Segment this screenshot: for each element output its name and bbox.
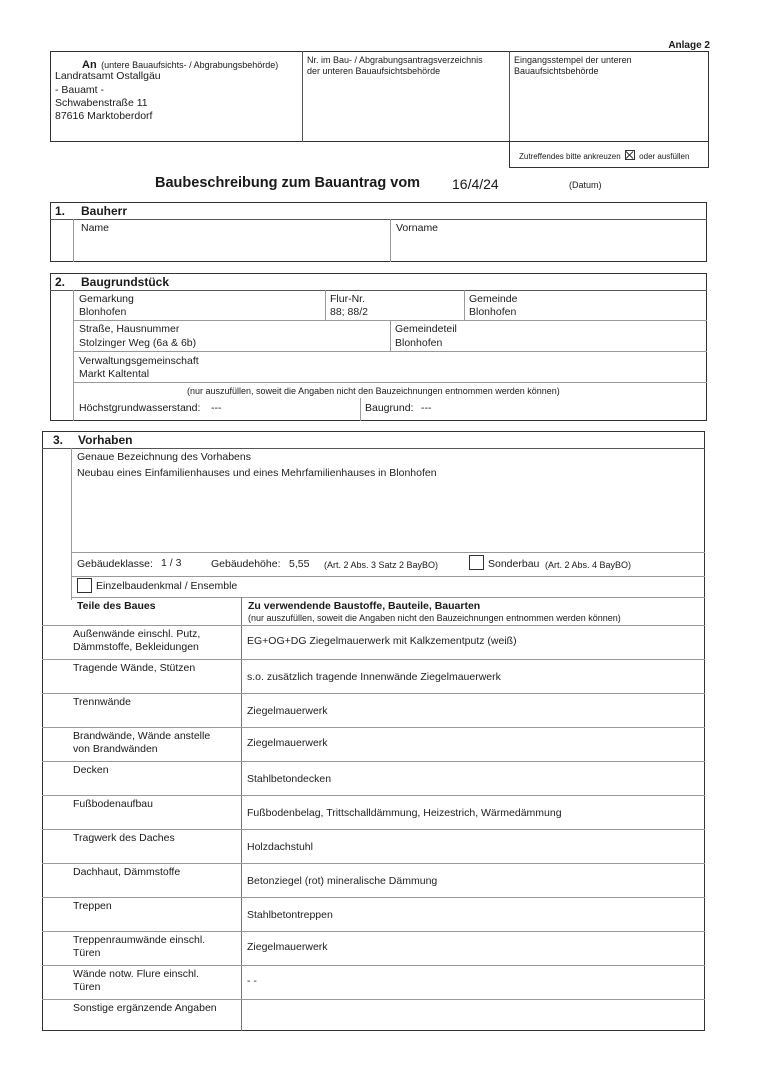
gemarkung-value[interactable]: Blonhofen: [79, 306, 127, 318]
section2-col-4: [360, 398, 361, 421]
table-row-value[interactable]: s.o. zusätzlich tragende Innenwände Ziegelmauerwerk: [247, 671, 501, 683]
table-row-part-label: Dämmstoffe, Bekleidungen: [73, 641, 199, 653]
table-row-part-label: Sonstige ergänzende Angaben: [73, 1002, 217, 1014]
hint-pre: Zutreffendes bitte ankreuzen: [519, 152, 621, 161]
section1-title: Bauherr: [81, 204, 128, 218]
table-row-value[interactable]: Betonziegel (rot) mineralische Dämmung: [247, 875, 438, 887]
vorhaben-desc-label: Genaue Bezeichnung des Vorhabens: [77, 451, 251, 463]
section3-line-einzel: [71, 597, 705, 598]
section1-header-line: [50, 219, 707, 220]
table-row-line: [42, 999, 705, 1000]
grundwasser-label: Höchstgrundwasserstand:: [79, 402, 201, 414]
flur-label: Flur-Nr.: [330, 293, 365, 305]
section3-margin-line: [71, 448, 72, 600]
checked-box-icon: [625, 150, 635, 160]
section2-col-1: [325, 290, 326, 320]
date-value[interactable]: 16/4/24: [452, 176, 499, 192]
vorhaben-desc-value[interactable]: Neubau eines Einfamilienhauses und eines Mehrfamilienhauses in Blonhofen: [77, 467, 437, 479]
section3-line-desc: [71, 552, 705, 553]
section1-divider: [390, 219, 391, 262]
registry-label-2: der unteren Bauaufsichtsbehörde: [307, 66, 441, 76]
table-row-value[interactable]: Ziegelmauerwerk: [247, 737, 328, 749]
section2-title: Baugrundstück: [81, 275, 170, 289]
table-row-part-label: Wände notw. Flure einschl.: [73, 968, 200, 980]
header-divider-1: [302, 51, 303, 142]
table-row-line: [42, 897, 705, 898]
table-row-line: [42, 931, 705, 932]
table-row-value[interactable]: Stahlbetondecken: [247, 773, 332, 785]
einzelbaudenkmal-checkbox[interactable]: [77, 578, 92, 593]
flur-value[interactable]: 88; 88/2: [330, 306, 368, 318]
hoehe-ref: (Art. 2 Abs. 3 Satz 2 BayBO): [324, 560, 439, 570]
address-line-3: Schwabenstraße 11: [55, 97, 148, 109]
table-col2-header: Zu verwendende Baustoffe, Bauteile, Bauarten: [248, 600, 481, 612]
strasse-label: Straße, Hausnummer: [79, 323, 180, 335]
grundwasser-value[interactable]: ---: [211, 402, 222, 414]
gemeinde-label: Gemeinde: [469, 293, 518, 305]
table-row-part-label: Tragende Wände, Stützen: [73, 662, 196, 674]
section3-line-klasse: [71, 576, 705, 577]
section2-margin-line: [73, 290, 74, 421]
table-row-line: [42, 659, 705, 660]
section2-col-3: [390, 320, 391, 351]
vg-label: Verwaltungsgemeinschaft: [79, 355, 199, 367]
table-row-part-label: Türen: [73, 947, 101, 959]
gemeindeteil-label: Gemeindeteil: [395, 323, 457, 335]
klasse-label: Gebäudeklasse:: [77, 558, 153, 570]
registry-label-1: Nr. im Bau- / Abgrabungsantragsverzeichnis: [307, 55, 483, 65]
table-row-part-label: Trennwände: [73, 696, 131, 708]
vorname-field[interactable]: [395, 236, 703, 258]
table-header-line: [42, 625, 705, 626]
section1-margin-line: [73, 219, 74, 262]
table-row-part-label: Treppenraumwände einschl.: [73, 934, 206, 946]
address-line-1: Landratsamt Ostallgäu: [55, 70, 161, 82]
address-line-2: - Bauamt -: [55, 84, 105, 96]
table-row-part-label: Fußbodenaufbau: [73, 798, 153, 810]
table-row-value[interactable]: Stahlbetontreppen: [247, 909, 333, 921]
table-row-line: [42, 863, 705, 864]
to-sublabel: (untere Bauaufsichts- / Abgrabungsbehörde): [101, 60, 279, 70]
vg-value[interactable]: Markt Kaltental: [79, 368, 150, 380]
sonderbau-ref: (Art. 2 Abs. 4 BayBO): [545, 560, 632, 570]
stamp-label-2: Bauaufsichtsbehörde: [514, 66, 599, 76]
section3-title: Vorhaben: [78, 433, 133, 447]
hint-post: oder ausfüllen: [639, 152, 690, 161]
gemeinde-value[interactable]: Blonhofen: [469, 306, 517, 318]
table-row-part-label: Treppen: [73, 900, 112, 912]
table-row-value[interactable]: Ziegelmauerwerk: [247, 705, 328, 717]
baugrund-label: Baugrund:: [365, 402, 414, 414]
gemeindeteil-value[interactable]: Blonhofen: [395, 337, 443, 349]
strasse-value[interactable]: Stolzinger Weg (6a & 6b): [79, 337, 197, 349]
name-field[interactable]: [80, 236, 386, 258]
baugrund-value[interactable]: ---: [421, 402, 432, 414]
sonderbau-checkbox[interactable]: [469, 555, 484, 570]
table-row-part-label: Decken: [73, 764, 109, 776]
section2-header-line: [50, 290, 707, 291]
einzelbaudenkmal-label: Einzelbaudenkmal / Ensemble: [96, 580, 238, 592]
table-row-value[interactable]: - -: [247, 975, 257, 987]
sonderbau-label: Sonderbau: [488, 558, 540, 570]
table-row-part-label: Tragwerk des Daches: [73, 832, 175, 844]
to-label: An: [82, 59, 97, 71]
date-label: (Datum): [569, 180, 602, 190]
klasse-value[interactable]: 1 / 3: [161, 557, 182, 569]
section3-header-line: [42, 448, 705, 449]
table-row-part-label: von Brandwänden: [73, 743, 158, 755]
name-label: Name: [81, 222, 110, 234]
fill-hint: [519, 150, 689, 161]
table-row-part-label: Dachhaut, Dämmstoffe: [73, 866, 181, 878]
section1-number: 1.: [55, 204, 66, 218]
table-col2-subheader: (nur auszufüllen, soweit die Angaben nicht den Bauzeichnungen entnommen werden können): [248, 613, 621, 623]
table-row-line: [42, 727, 705, 728]
stamp-label-1: Eingangsstempel der unteren: [514, 55, 632, 65]
section2-col-2: [464, 290, 465, 320]
table-row-value[interactable]: EG+OG+DG Ziegelmauerwerk mit Kalkzementputz (weiß): [247, 635, 517, 647]
table-row-line: [42, 965, 705, 966]
table-row-line: [42, 829, 705, 830]
hoehe-value[interactable]: 5,55: [289, 558, 310, 570]
section2-number: 2.: [55, 275, 66, 289]
table-col1-header: Teile des Baues: [77, 600, 156, 612]
table-row-value[interactable]: Fußbodenbelag, Trittschalldämmung, Heizestrich, Wärmedämmung: [247, 807, 562, 819]
section2-note: (nur auszufüllen, soweit die Angaben nicht den Bauzeichnungen entnommen werden können): [187, 386, 560, 396]
address-line-4: 87616 Marktoberdorf: [55, 110, 153, 122]
page-title: Baubeschreibung zum Bauantrag vom: [155, 175, 421, 191]
table-row-value[interactable]: Holzdachstuhl: [247, 841, 313, 853]
table-row-line: [42, 761, 705, 762]
section2-row-line-3: [73, 382, 707, 383]
table-row-part-label: Brandwände, Wände anstelle: [73, 730, 211, 742]
table-row-line: [42, 795, 705, 796]
table-row-part-label: Türen: [73, 981, 101, 993]
section3-number: 3.: [53, 433, 64, 447]
hoehe-label: Gebäudehöhe:: [211, 558, 281, 570]
vorname-label: Vorname: [396, 222, 439, 234]
annex-label: Anlage 2: [668, 40, 710, 51]
table-row-line: [42, 693, 705, 694]
table-row-value[interactable]: Ziegelmauerwerk: [247, 941, 328, 953]
gemarkung-label: Gemarkung: [79, 293, 134, 305]
table-row-part-label: Außenwände einschl. Putz,: [73, 628, 201, 640]
section2-row-line-2: [73, 351, 707, 352]
